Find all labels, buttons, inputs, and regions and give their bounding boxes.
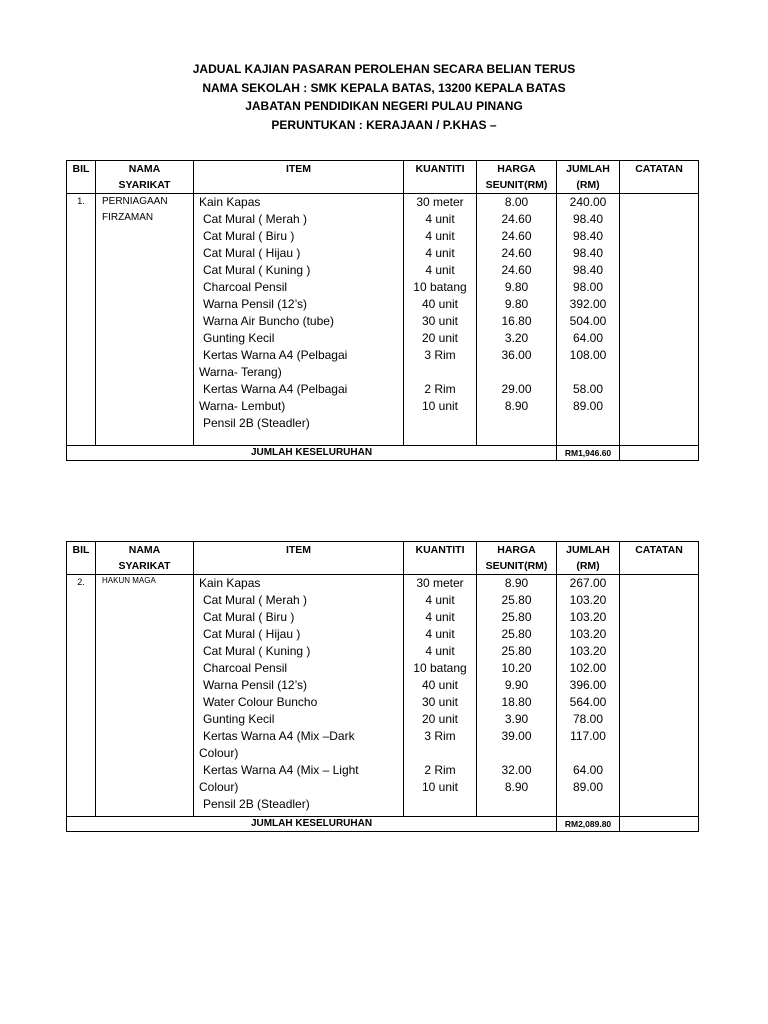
value-line: 30 meter: [416, 576, 464, 590]
table-row: [67, 194, 699, 446]
quote-table-1: [66, 160, 699, 461]
item-line: Cat Mural ( Merah ): [203, 593, 308, 607]
value-line: 30 unit: [421, 314, 459, 328]
col-nama-syarikat: NAMA SYARIKAT: [96, 542, 194, 575]
header-allocation: PERUNTUKAN : KERAJAAN / P.KHAS –: [271, 117, 497, 132]
row-bil: 2.: [67, 575, 96, 817]
item-line: Gunting Kecil: [203, 712, 275, 726]
item-line: Cat Mural ( Hijau ): [203, 246, 301, 260]
value-line: 25.80: [501, 644, 532, 658]
header-department: JABATAN PENDIDIKAN NEGERI PULAU PINANG: [245, 99, 523, 113]
value-line: [404, 364, 476, 381]
value-line: 25.80: [501, 627, 532, 641]
value-line: 4 unit: [425, 644, 455, 658]
value-line: 3.20: [504, 331, 529, 345]
item-line: Kertas Warna A4 (Pelbagai: [203, 382, 348, 396]
value-line: 25.80: [501, 610, 532, 624]
col-catatan: CATATAN: [620, 161, 699, 194]
value-line: 39.00: [501, 729, 532, 743]
value-line: 29.00: [501, 382, 532, 396]
value-line: 8.90: [504, 399, 529, 413]
table-header-row: [67, 161, 699, 194]
value-line: 10.20: [501, 661, 532, 675]
col-jumlah: JUMLAH (RM): [557, 161, 620, 194]
row-jumlah: [557, 575, 620, 817]
value-line: 16.80: [501, 314, 532, 328]
row-kuantiti: [404, 575, 477, 817]
col-nama-syarikat: NAMA SYARIKAT: [96, 161, 194, 194]
col-bil: BIL: [67, 542, 96, 575]
value-line: 4 unit: [425, 627, 455, 641]
total-row: [67, 446, 699, 461]
item-line: Cat Mural ( Merah ): [203, 212, 308, 226]
col-harga-seunit: HARGA SEUNIT(RM): [477, 542, 557, 575]
col-kuantiti: KUANTITI: [404, 542, 477, 575]
value-line: 2 Rim: [424, 763, 456, 777]
value-line: 103.20: [569, 644, 607, 658]
col-item: ITEM: [194, 161, 404, 194]
value-line: 78.00: [572, 712, 604, 726]
value-line: 4 unit: [425, 212, 455, 226]
item-line: Kain Kapas: [199, 195, 261, 209]
value-line: 267.00: [569, 576, 607, 590]
value-line: 240.00: [569, 195, 607, 209]
value-line: 4 unit: [425, 229, 455, 243]
item-line: Cat Mural ( Biru ): [203, 610, 295, 624]
table-row: [67, 575, 699, 817]
value-line: 64.00: [572, 763, 604, 777]
value-line: 2 Rim: [424, 382, 456, 396]
value-line: 4 unit: [425, 246, 455, 260]
item-line: Kertas Warna A4 (Pelbagai: [203, 348, 348, 362]
value-line: 396.00: [569, 678, 607, 692]
value-line: 24.60: [501, 263, 532, 277]
total-row: [67, 817, 699, 832]
row-company: PERNIAGAAN FIRZAMAN: [96, 194, 194, 446]
value-line: 10 batang: [413, 661, 467, 675]
value-line: 103.20: [569, 593, 607, 607]
value-line: 18.80: [501, 695, 532, 709]
value-line: 9.80: [504, 280, 529, 294]
item-line: Warna Air Buncho (tube): [203, 314, 334, 328]
value-line: 3 Rim: [424, 729, 456, 743]
value-line: 10 batang: [413, 280, 467, 294]
value-line: 24.60: [501, 212, 532, 226]
value-line: 117.00: [570, 729, 606, 743]
value-line: [477, 364, 556, 381]
total-amount: RM1,946.60: [557, 446, 620, 461]
item-line: Charcoal Pensil: [203, 661, 288, 675]
value-line: 89.00: [572, 780, 604, 794]
value-line: 8.00: [504, 195, 529, 209]
value-line: 10 unit: [421, 780, 459, 794]
value-line: 504.00: [569, 314, 607, 328]
value-line: 25.80: [501, 593, 532, 607]
item-line: Pensil 2B (Steadler): [203, 416, 310, 430]
value-line: 64.00: [572, 331, 604, 345]
value-line: 4 unit: [425, 593, 455, 607]
value-line: 564.00: [569, 695, 607, 709]
value-line: 98.00: [572, 280, 604, 294]
value-line: 98.40: [572, 263, 604, 277]
col-catatan: CATATAN: [620, 542, 699, 575]
row-kuantiti: [404, 194, 477, 446]
value-line: 24.60: [501, 246, 532, 260]
row-catatan: [620, 575, 699, 817]
value-line: 8.90: [504, 576, 529, 590]
item-line: Warna Pensil (12’s): [203, 297, 308, 311]
item-line: Cat Mural ( Kuning ): [203, 644, 311, 658]
value-line: 32.00: [501, 763, 532, 777]
value-line: [404, 745, 476, 762]
item-line: Colour): [199, 780, 239, 794]
row-harga: [477, 194, 557, 446]
value-line: 102.00: [569, 661, 607, 675]
document-header: [0, 60, 768, 134]
item-line: Kertas Warna A4 (Mix – Light: [203, 763, 359, 777]
value-line: 40 unit: [421, 297, 459, 311]
row-bil: 1.: [67, 194, 96, 446]
value-line: 30 meter: [416, 195, 464, 209]
col-item: ITEM: [194, 542, 404, 575]
quote-table-2: [66, 541, 699, 832]
value-line: 9.80: [504, 297, 529, 311]
value-line: 20 unit: [421, 331, 459, 345]
value-line: 8.90: [504, 780, 529, 794]
item-line: Warna Pensil (12’s): [203, 678, 308, 692]
total-label: JUMLAH KESELURUHAN: [67, 446, 557, 461]
value-line: 98.40: [572, 246, 604, 260]
item-line: Colour): [199, 746, 239, 760]
value-line: 103.20: [569, 610, 607, 624]
col-bil: BIL: [67, 161, 96, 194]
item-line: Water Colour Buncho: [203, 695, 318, 709]
value-line: 58.00: [572, 382, 604, 396]
item-line: Warna- Terang): [199, 365, 282, 379]
value-line: [557, 745, 619, 762]
item-line: Kertas Warna A4 (Mix –Dark: [203, 729, 355, 743]
value-line: [557, 364, 619, 381]
row-items: [194, 194, 404, 446]
value-line: 103.20: [569, 627, 607, 641]
total-amount: RM2,089.80: [557, 817, 620, 832]
value-line: 3 Rim: [424, 348, 456, 362]
header-school: NAMA SEKOLAH : SMK KEPALA BATAS, 13200 KEPALA BATAS: [202, 80, 566, 95]
item-line: Charcoal Pensil: [203, 280, 288, 294]
value-line: 40 unit: [421, 678, 459, 692]
item-line: Gunting Kecil: [203, 331, 275, 345]
col-harga-seunit: HARGA SEUNIT(RM): [477, 161, 557, 194]
value-line: 30 unit: [421, 695, 459, 709]
item-line: Pensil 2B (Steadler): [203, 797, 310, 811]
item-line: Warna- Lembut): [199, 399, 286, 413]
value-line: 9.90: [504, 678, 529, 692]
value-line: 98.40: [572, 229, 604, 243]
value-line: 89.00: [572, 399, 604, 413]
value-line: 20 unit: [421, 712, 459, 726]
col-jumlah: JUMLAH (RM): [557, 542, 620, 575]
total-label: JUMLAH KESELURUHAN: [67, 817, 557, 832]
row-harga: [477, 575, 557, 817]
value-line: 392.00: [569, 297, 607, 311]
value-line: [477, 745, 556, 762]
value-line: 98.40: [572, 212, 604, 226]
row-jumlah: [557, 194, 620, 446]
item-line: Cat Mural ( Hijau ): [203, 627, 301, 641]
value-line: 3.90: [504, 712, 529, 726]
table-header-row: [67, 542, 699, 575]
value-line: 4 unit: [425, 610, 455, 624]
header-title: JADUAL KAJIAN PASARAN PEROLEHAN SECARA BELIAN TERUS: [192, 62, 576, 76]
item-line: Kain Kapas: [199, 576, 261, 590]
row-items: [194, 575, 404, 817]
value-line: 10 unit: [421, 399, 459, 413]
value-line: 36.00: [501, 348, 532, 362]
col-kuantiti: KUANTITI: [404, 161, 477, 194]
item-line: Cat Mural ( Biru ): [203, 229, 295, 243]
row-company: HAKUN MAGA: [96, 575, 194, 817]
item-line: Cat Mural ( Kuning ): [203, 263, 311, 277]
row-catatan: [620, 194, 699, 446]
value-line: 108.00: [569, 348, 607, 362]
value-line: 4 unit: [425, 263, 455, 277]
value-line: 24.60: [501, 229, 532, 243]
